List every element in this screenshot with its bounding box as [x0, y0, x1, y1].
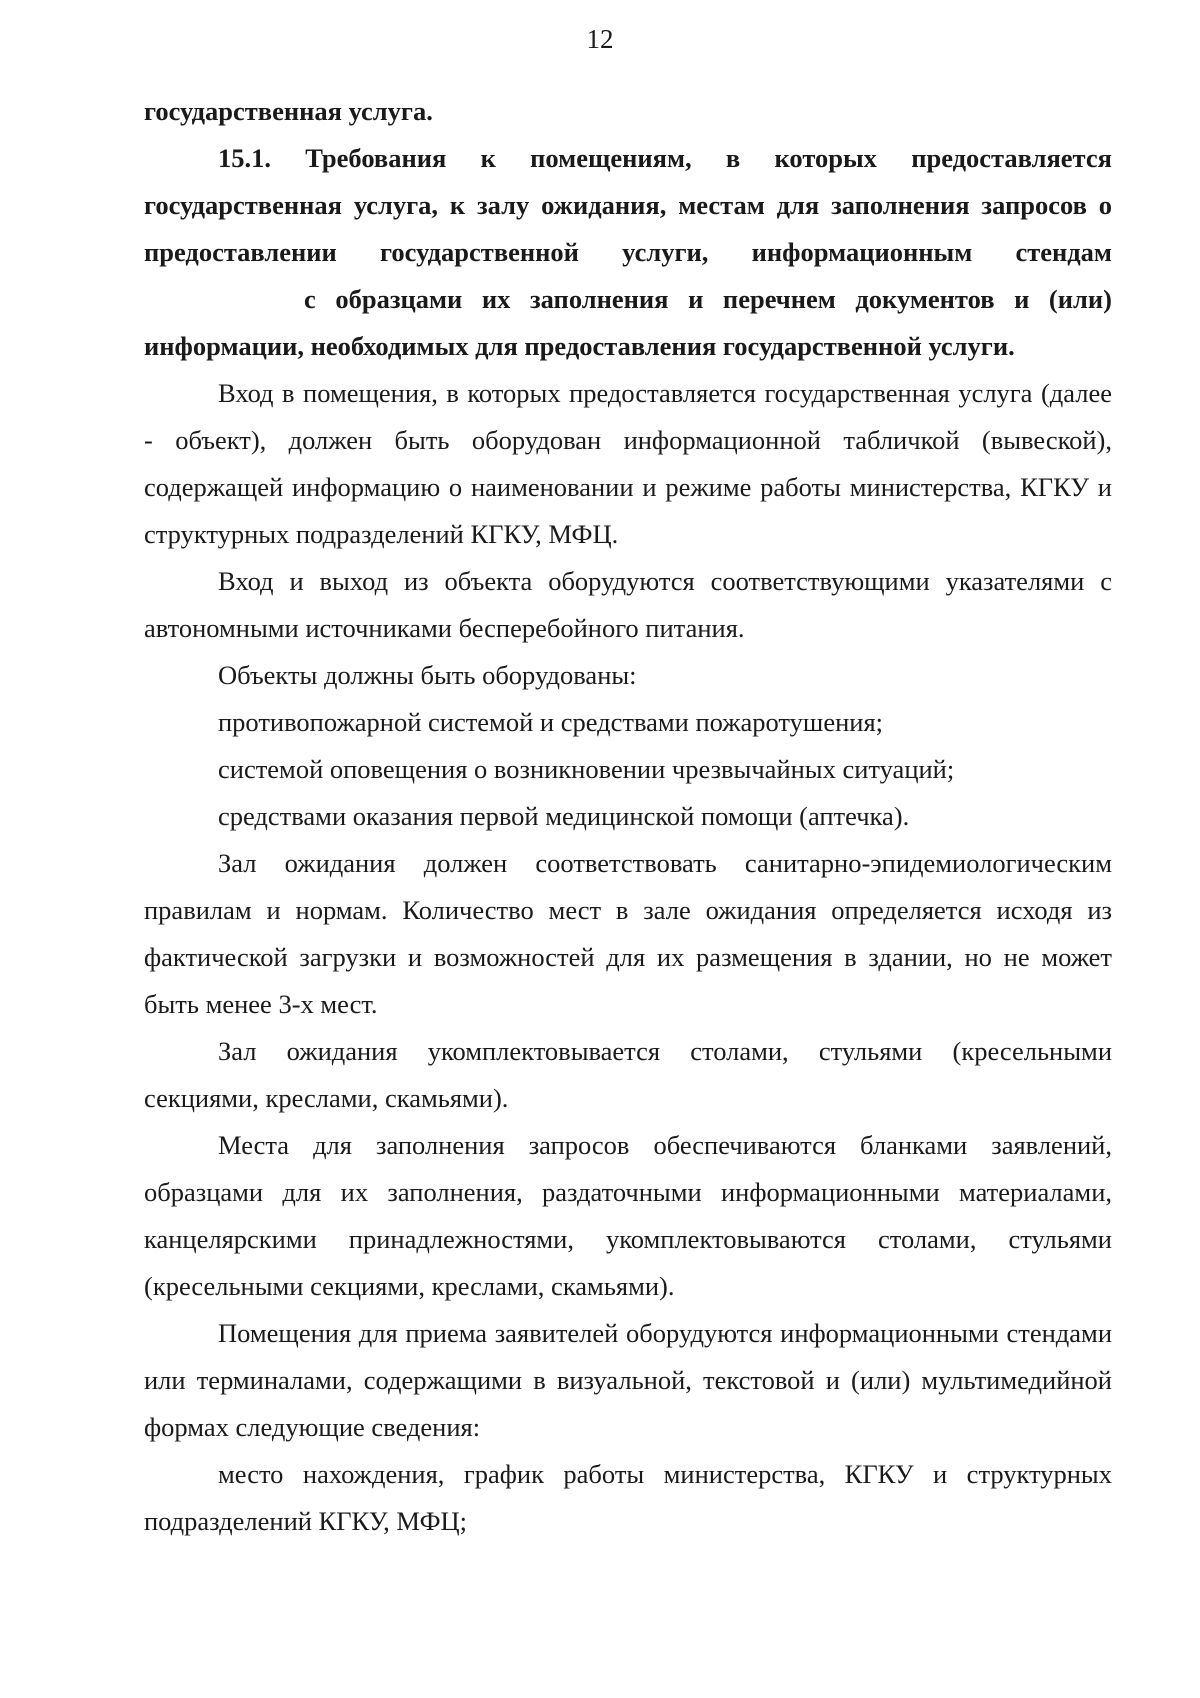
paragraph-waiting-hall-norms: Зал ожидания должен соответствовать санитарно-эпидемиологическим правилам и нормам. Количество мест в зале ожидания определяется исходя из фактической загрузки и возможностей для их размещения в здании, но не может быть менее 3-х мест. — [144, 848, 1112, 1019]
heading-part-1: 15.1. Требования к помещениям, в которых предоставляется государственная услуга, к залу ожидания, местам для заполнения запросов о предоставлении государственной услуги, информационным стендам — [144, 143, 1112, 267]
paragraph-info-stands: Помещения для приема заявителей оборудуются информационными стендами или терминалами, содержащими в визуальной, текстовой и (или) мультимедийной формах следующие сведения: — [144, 1318, 1112, 1442]
paragraph-equipment-intro: Объекты должны быть оборудованы: — [218, 660, 637, 690]
list-item-first-aid: средствами оказания первой медицинской помощи (аптечка). — [218, 801, 910, 831]
list-item-alert-system: системой оповещения о возникновении чрезвычайных ситуаций; — [218, 754, 955, 784]
list-item-location-schedule: место нахождения, график работы министерства, КГКУ и структурных подразделений КГКУ, МФЦ; — [144, 1459, 1112, 1536]
paragraph-entrance-sign: Вход в помещения, в которых предоставляется государственная услуга (далее - объект), должен быть оборудован информационной табличкой (вывеской), содержащей информацию о наименовании и режиме работы министерства, КГКУ и структурных подразделений КГКУ, МФЦ. — [144, 378, 1112, 549]
page-number: 12 — [586, 24, 614, 54]
paragraph-request-places: Места для заполнения запросов обеспечиваются бланками заявлений, образцами для их заполнения, раздаточными информационными материалами, канцелярскими принадлежностями, укомплектовываются столами, стульями (кресельными секциями, креслами, скамьями). — [144, 1130, 1112, 1301]
paragraph-continuation: государственная услуга. — [144, 96, 433, 126]
section-heading-15-1 — [144, 135, 1112, 370]
document-body — [144, 88, 1112, 1545]
list-item-fire-system: противопожарной системой и средствами пожаротушения; — [218, 707, 883, 737]
paragraph-waiting-hall-furniture: Зал ожидания укомплектовывается столами, стульями (кресельными секциями, креслами, скамьями). — [144, 1036, 1112, 1113]
paragraph-entrance-exit: Вход и выход из объекта оборудуются соответствующими указателями с автономными источниками бесперебойного питания. — [144, 566, 1112, 643]
heading-part-2: с образцами их заполнения и перечнем документов и (или) информации, необходимых для предоставления государственной услуги. — [144, 284, 1112, 361]
